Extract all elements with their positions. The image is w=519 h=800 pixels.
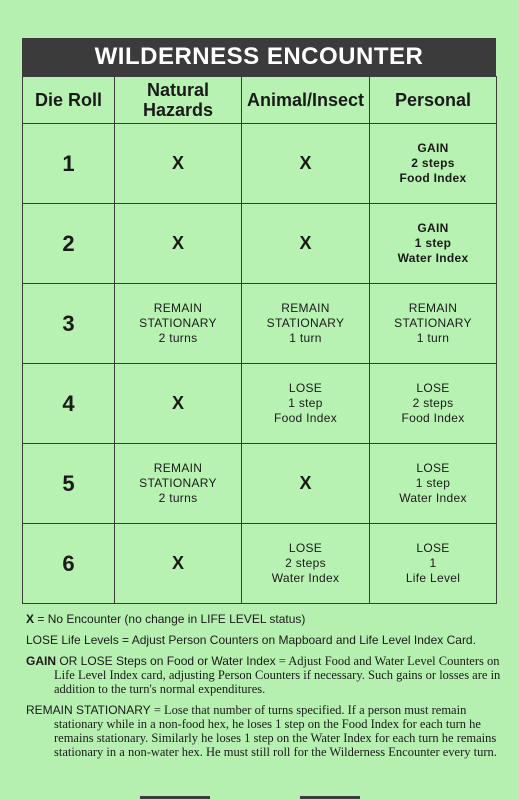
natural-cell	[115, 124, 242, 204]
no-encounter-mark: X	[171, 153, 184, 173]
footer-mark-left	[140, 796, 210, 799]
cell-line: STATIONARY	[394, 316, 472, 330]
legend-lose	[26, 633, 512, 647]
legend-gain-term-b: OR LOSE Steps on Food or Water Index	[56, 654, 276, 668]
cell-line: 1 step	[415, 476, 451, 490]
table-row	[23, 124, 497, 204]
die-roll-cell: 6	[23, 524, 115, 604]
no-encounter-mark: X	[299, 153, 312, 173]
card-title: WILDERNESS ENCOUNTER	[22, 38, 496, 76]
no-encounter-mark: X	[171, 553, 184, 573]
cell-line: LOSE	[288, 381, 323, 395]
natural-cell	[115, 524, 242, 604]
header-natural-line2: Hazards	[142, 100, 214, 120]
legend-gain-text: = Adjust Food and Water Level Counters on Life Level Index card, adjusting Person Counters if necessary. Such gains or losses are in addition to the turn's normal expenditures.	[54, 654, 501, 696]
cell-text	[115, 301, 241, 346]
cell-line: 2 steps	[285, 556, 326, 570]
die-roll-cell: 4	[23, 364, 115, 444]
cell-line: Water Index	[399, 491, 467, 505]
cell-line: LOSE	[416, 461, 450, 475]
legend-remain	[26, 703, 512, 759]
natural-cell	[115, 284, 242, 364]
cell-line: STATIONARY	[139, 476, 217, 490]
table-row	[23, 204, 497, 284]
cell-text	[242, 381, 369, 426]
cell-text	[242, 301, 369, 346]
cell-line: GAIN	[417, 221, 449, 235]
legend-lose-term: LOSE Life Levels	[26, 633, 119, 647]
animal-cell	[242, 204, 370, 284]
die-roll-cell: 5	[23, 444, 115, 524]
header-natural-line1: Natural	[146, 80, 209, 100]
encounter-table	[22, 76, 497, 604]
cell-line: 1 step	[414, 236, 452, 250]
cell-line: Food Index	[399, 171, 467, 185]
header-row	[23, 77, 497, 124]
legend-x	[26, 612, 512, 626]
cell-line: LOSE	[416, 381, 450, 395]
personal-cell	[370, 204, 497, 284]
natural-cell	[115, 364, 242, 444]
die-roll-cell: 1	[23, 124, 115, 204]
header-animal-insect: Animal/Insect	[242, 77, 370, 124]
cell-line: REMAIN	[408, 301, 458, 315]
legend-gain-term-a: GAIN	[26, 654, 56, 668]
cell-text	[370, 301, 496, 346]
table-row	[23, 444, 497, 524]
encounter-card	[22, 38, 496, 604]
cell-line: Food Index	[401, 411, 465, 425]
cell-line: REMAIN	[153, 461, 203, 475]
cell-line: REMAIN	[153, 301, 203, 315]
no-encounter-mark: X	[299, 473, 312, 493]
animal-cell	[242, 364, 370, 444]
no-encounter-mark: X	[171, 233, 184, 253]
personal-cell	[370, 444, 497, 524]
personal-cell	[370, 124, 497, 204]
cell-line: 1	[429, 556, 437, 570]
no-encounter-mark: X	[171, 393, 184, 413]
legend-x-term: X	[26, 612, 35, 626]
legend-lose-text: = Adjust Person Counters on Mapboard and Life Level Index Card.	[118, 633, 476, 647]
table-row	[23, 364, 497, 444]
header-natural-hazards	[115, 77, 242, 124]
personal-cell	[370, 364, 497, 444]
cell-text	[242, 541, 369, 586]
legend	[26, 612, 512, 766]
cell-line: Life Level	[405, 571, 461, 585]
personal-cell	[370, 284, 497, 364]
cell-text	[115, 461, 241, 506]
header-die-roll: Die Roll	[23, 77, 115, 124]
cell-text	[370, 141, 496, 186]
legend-gain	[26, 654, 512, 696]
cell-line: Water Index	[271, 571, 340, 585]
header-personal: Personal	[370, 77, 497, 124]
cell-line: 2 steps	[411, 156, 455, 170]
animal-cell	[242, 524, 370, 604]
animal-cell	[242, 444, 370, 524]
cell-line: GAIN	[417, 141, 449, 155]
cell-line: 1 step	[288, 396, 323, 410]
cell-line: 2 turns	[158, 491, 198, 505]
legend-x-text: = No Encounter (no change in LIFE LEVEL status)	[34, 612, 306, 626]
cell-text	[370, 221, 496, 266]
no-encounter-mark: X	[299, 233, 312, 253]
animal-cell	[242, 284, 370, 364]
cell-line: LOSE	[416, 541, 450, 555]
cell-line: 2 turns	[158, 331, 198, 345]
table-body	[23, 124, 497, 604]
cell-line: 1 turn	[289, 331, 322, 345]
natural-cell	[115, 444, 242, 524]
cell-line: STATIONARY	[266, 316, 345, 330]
cell-text	[370, 381, 496, 426]
cell-line: Food Index	[273, 411, 338, 425]
cell-line: 1 turn	[416, 331, 450, 345]
cell-line: LOSE	[288, 541, 323, 555]
legend-remain-text: = Lose that number of turns specified. If a person must remain stationary while in a non-food hex, he loses 1 step on the Food Index for each turn he remains stationary. Similarly he loses 1 step on the Water Index for each turn he remains stationary in a non-water hex. He must still roll for the Wilderness Encounter every turn.	[54, 703, 497, 759]
footer-mark-right	[300, 796, 360, 799]
cell-line: STATIONARY	[139, 316, 217, 330]
die-roll-cell: 3	[23, 284, 115, 364]
cell-line: 2 steps	[412, 396, 454, 410]
natural-cell	[115, 204, 242, 284]
cell-text	[370, 461, 496, 506]
table-row	[23, 284, 497, 364]
table-row	[23, 524, 497, 604]
animal-cell	[242, 124, 370, 204]
cell-text	[370, 541, 496, 586]
cell-line: REMAIN	[281, 301, 330, 315]
cell-line: Water Index	[397, 251, 469, 265]
die-roll-cell: 2	[23, 204, 115, 284]
personal-cell	[370, 524, 497, 604]
legend-remain-term: REMAIN STATIONARY	[26, 703, 151, 717]
